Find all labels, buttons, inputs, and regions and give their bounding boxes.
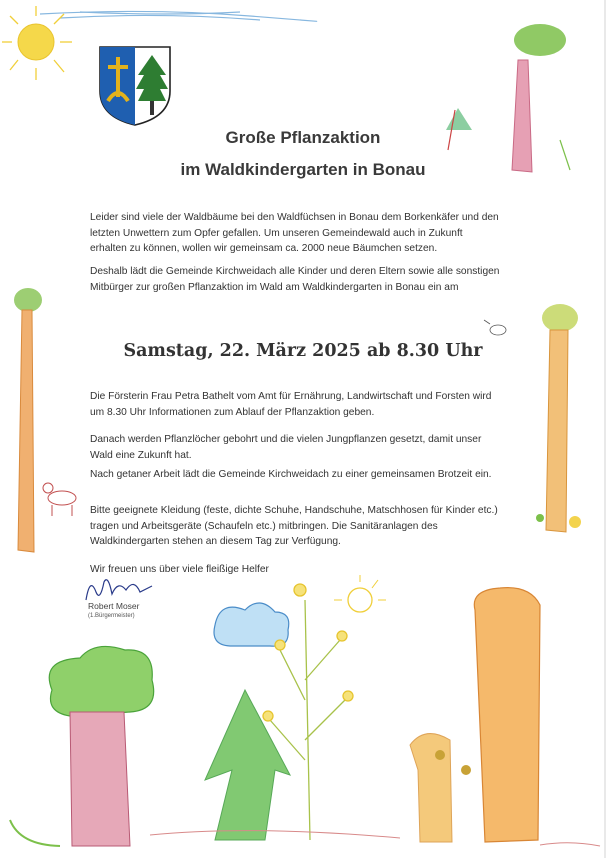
tree-top-right xyxy=(446,24,570,172)
dog-drawing xyxy=(43,483,76,516)
coat-of-arms-logo xyxy=(98,45,172,127)
title-line-2: im Waldkindergarten in Bonau xyxy=(180,160,426,179)
paragraph-clothing: Bitte geeignete Kleidung (feste, dichte Schuhe, Handschuhe, Matschhosen für Kinder etc.) tragen und Arbeitsgeräte (Schaufeln etc.) mitbringen. Die Sanitäranlagen des Waldkindergarten stehen an diesem Tag zur Verfügung. xyxy=(90,505,498,547)
tree-bottom-right xyxy=(410,588,540,842)
tree-right xyxy=(536,304,581,532)
fir-tree-drawing xyxy=(205,690,290,840)
tree-left xyxy=(14,288,42,552)
paragraph-intro: Leider sind viele der Waldbäume bei den Waldfüchsen in Bonau dem Borkenkäfer und den letzten Unwettern zum Opfer gefallen. Um unseren Gemeindewald auch in Zukunft erhalten zu können, wollen wir gemeinsam ca. 2000 neue Bäumchen setzen. xyxy=(90,212,499,254)
signature-name: Robert Moser xyxy=(88,601,140,611)
paragraph-invitation: Deshalb lädt die Gemeinde Kirchweidach alle Kinder und deren Eltern sowie alle sonstigen Mitbürger zur großen Pflanzaktion im Wald am Waldkindergarten in Bonau ein am xyxy=(90,266,500,293)
event-date-heading: Samstag, 22. März 2025 ab 8.30 Uhr xyxy=(123,341,483,361)
small-sun-icon xyxy=(334,575,386,612)
sky-scribble xyxy=(40,11,317,21)
tree-bottom-left xyxy=(10,646,154,846)
bird-drawing xyxy=(484,320,506,335)
paragraph-forester: Die Försterin Frau Petra Bathelt vom Amt für Ernährung, Landwirtschaft und Forsten wird um 8.30 Uhr Informationen zum Ablauf der Pflanzaktion geben. xyxy=(90,391,492,418)
sun-icon xyxy=(2,6,72,80)
title-line-1: Große Pflanzaktion xyxy=(225,128,381,147)
paragraph-snack: Nach getaner Arbeit lädt die Gemeinde Kirchweidach zu einer gemeinsamen Brotzeit ein. xyxy=(90,469,492,480)
closing-line: Wir freuen uns über viele fleißige Helfer xyxy=(90,564,269,575)
signature-role: (1.Bürgermeister) xyxy=(88,613,135,619)
cloud-drawing xyxy=(214,603,289,646)
paragraph-planting: Danach werden Pflanzlöcher gebohrt und die vielen Jungpflanzen gesetzt, damit unser Wald eine Zukunft hat. xyxy=(90,434,482,461)
